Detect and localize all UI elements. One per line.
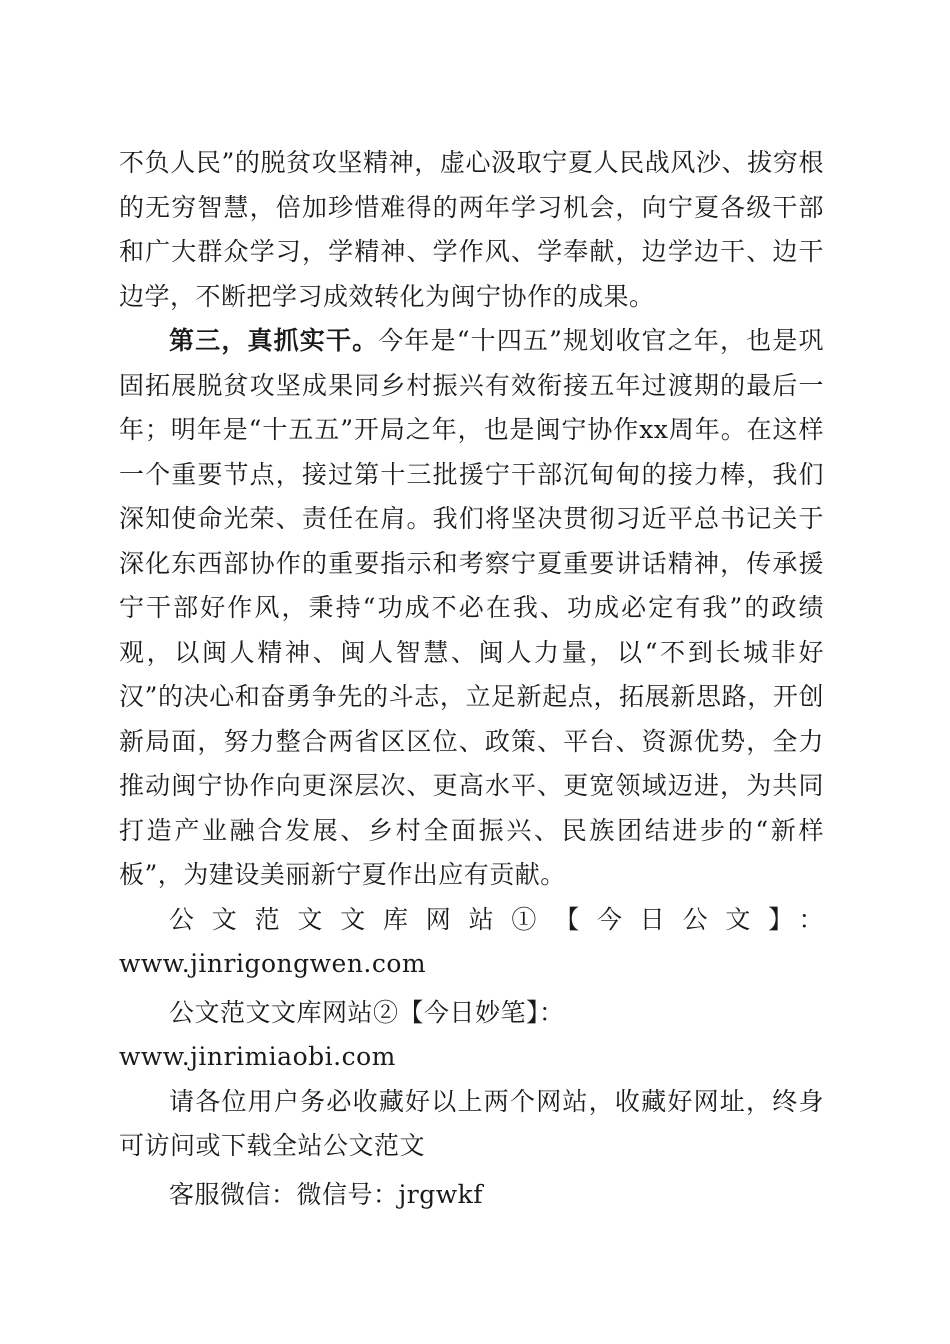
- paragraph-third-point: [119, 319, 824, 898]
- notice-paragraph: [119, 1080, 824, 1169]
- document-body: [119, 141, 824, 1217]
- service-contact: 客服微信：微信号：jrgwkf: [169, 1179, 484, 1209]
- paragraph-text: 今年是“十四五”规划收官之年，也是巩固拓展脱贫攻坚成果同乡村振兴有效衔接五年过渡期的最后一年；明年是“十五五”开局之年，也是闽宁协作xx周年。在这样一个重要节点，接过第十三批援宁干部沉甸甸的接力棒，我们深知使命光荣、责任在肩。我们将坚决贯彻习近平总书记关于深化东西部协作的重要指示和考察宁夏重要讲话精神，传承援宁干部好作风，秉持“功成不必在我、功成必定有我”的政绩观，以闽人精神、闽人智慧、闽人力量，以“不到长城非好汉”的决心和奋勇争先的斗志，立足新起点，拓展新思路，开创新局面，努力整合两省区区位、政策、平台、资源优势，全力推动闽宁协作向更深层次、更高水平、更宽领域迈进，为共同打造产业融合发展、乡村全面振兴、民族团结进步的“新样板”，为建设美丽新宁夏作出应有贡献。: [119, 326, 824, 889]
- site1-label: 公文范文文库网站①【今日公文】：: [169, 904, 824, 934]
- service-line: [119, 1173, 824, 1218]
- site1-url-line: [119, 942, 824, 987]
- paragraph-text: 不负人民”的脱贫攻坚精神，虚心汲取宁夏人民战风沙、拔穷根的无穷智慧，倍加珍惜难得的两年学习机会，向宁夏各级干部和广大群众学习，学精神、学作风、学奉献，边学边干、边干边学，不断把学习成效转化为闽宁协作的成果。: [119, 148, 824, 311]
- site2-label: 公文范文文库网站②【今日妙笔】：: [169, 997, 565, 1027]
- site2-url-link[interactable]: www.jinrimiaobi.com: [119, 1042, 396, 1071]
- site1-url-link[interactable]: www.jinrigongwen.com: [119, 949, 427, 978]
- paragraph-continuation: [119, 141, 824, 319]
- paragraph-lead-heading: 第三，真抓实干。: [169, 326, 379, 355]
- site1-label-line: [119, 898, 824, 943]
- site2-line: [119, 991, 824, 1080]
- notice-text: 请各位用户务必收藏好以上两个网站，收藏好网址，终身可访问或下载全站公文范文: [119, 1086, 824, 1160]
